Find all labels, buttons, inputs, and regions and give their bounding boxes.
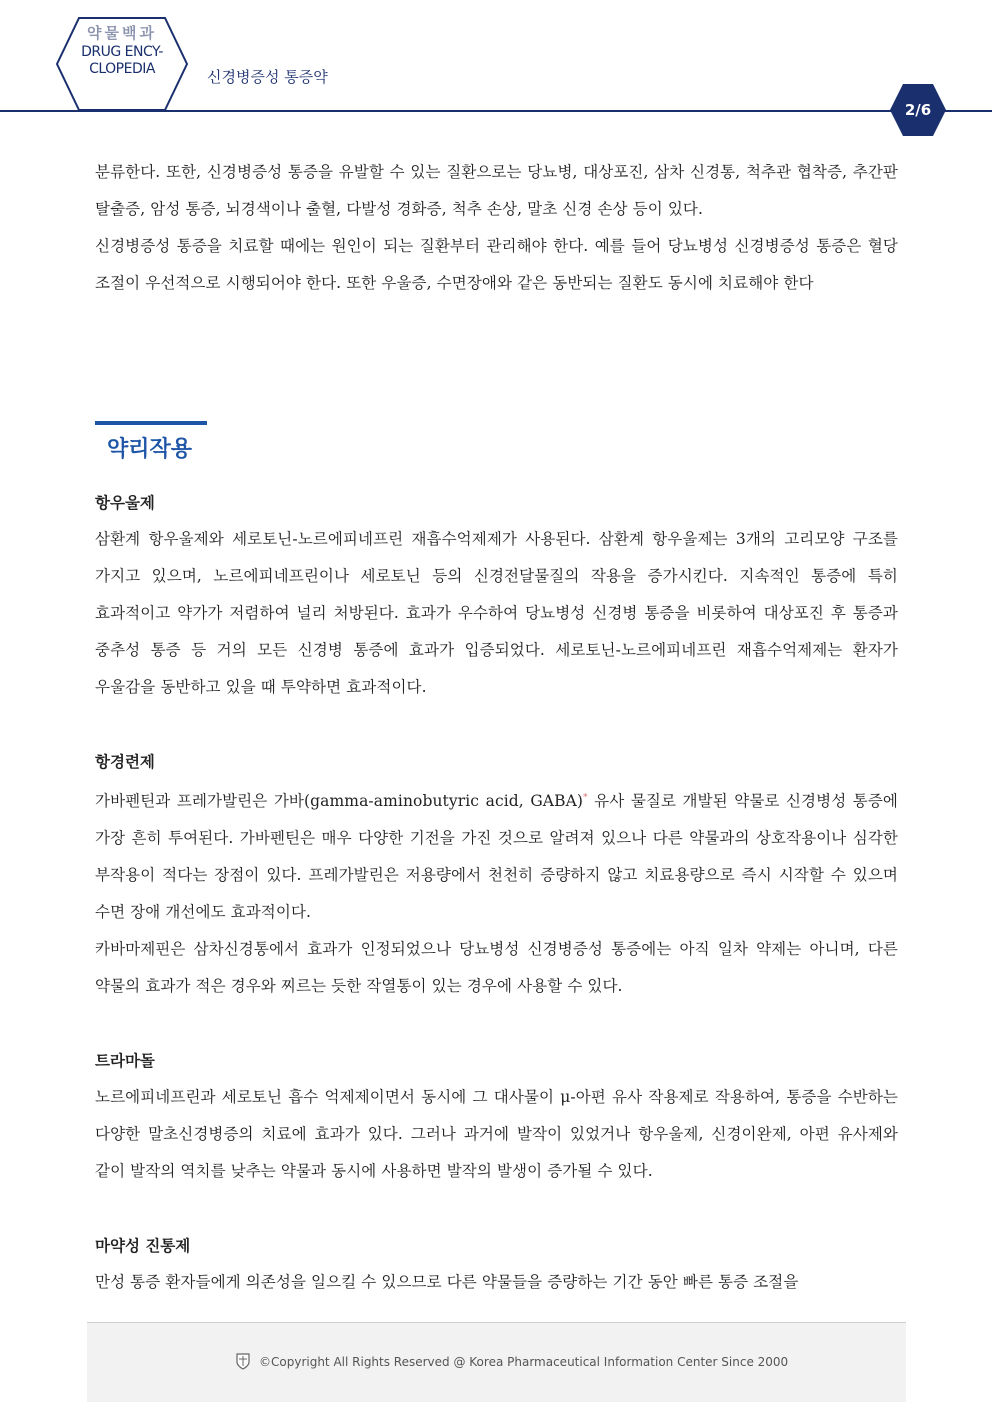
subheading-anticonvulsant: 항경련제 (95, 752, 155, 771)
intro-paragraph-2: 신경병증성 통증을 치료할 때에는 원인이 되는 질환부터 관리해야 한다. 예를 들어 당뇨병성 신경병증성 통증은 혈당 조절이 우선적으로 시행되어야 한다. 또한 우울증, 수면장애와 같은 동반되는 질환도 동시에 치료해야 한다 (95, 237, 898, 292)
narcotic-body: 만성 통증 환자들에게 의존성을 일으킬 수 있으므로 다른 약물들을 증량하는 기간 동안 빠른 통증 조절을 (95, 1273, 799, 1292)
antidepressant-body: 삼환계 항우울제와 세로토닌-노르에피네프린 재흡수억제제가 사용된다. 삼환계 항우울제는 3개의 고리모양 구조를 가지고 있으며, 노르에피네프린이나 세로토닌 등의 신경전달물질의 작용을 증가시킨다. 지속적인 통증에 특히 효과적이고 약가가 저렴하여 널리 처방된다. 효과가 우수하여 당뇨병성 신경병 통증을 비롯하여 대상포진 후 통증과 중추성 통증 등 거의 모든 신경병 통증에 효과가 입증되었다. 세로토닌-노르에피네프린 재흡수억제제는 환자가 우울감을 동반하고 있을 때 투약하면 효과적이다. (95, 530, 898, 696)
section-title: 약리작용 (107, 437, 193, 462)
tramadol-body: 노르에피네프린과 세로토닌 흡수 억제제이면서 동시에 그 대사물이 μ-아편 유사 작용제로 작용하여, 통증을 수반하는 다양한 말초신경병증의 치료에 효과가 있다. 그러나 과거에 발작이 있었거나 항우울제, 신경이완제, 아편 유사제와 같이 발작의 역치를 낮추는 약물과 동시에 사용하면 발작의 발생이 증가될 수 있다. (95, 1088, 899, 1181)
spacer (95, 1190, 898, 1227)
section-accent-bar (95, 421, 207, 425)
subheading-antidepressant: 항우울제 (95, 493, 155, 512)
spacer (95, 1005, 898, 1042)
copyright-text: ©Copyright All Rights Reserved @ Korea Pharmaceutical Information Center Since 2000 (259, 1354, 789, 1369)
footnote-marker[interactable]: * (583, 793, 588, 803)
logo-english-line2: CLOPEDIA (89, 61, 155, 77)
intro-block (95, 154, 898, 302)
anticonvulsant-body (95, 780, 898, 931)
document-title: 신경병증성 통증약 (207, 68, 328, 86)
subheading-tramadol: 트라마돌 (95, 1051, 155, 1071)
logo-english-line1: DRUG ENCY- (81, 44, 163, 60)
anticonvulsant-body-part2: 유사 물질로 개발된 약물로 신경병성 통증에 가장 흔히 투여된다. 가바펜틴은 매우 다양한 기전을 가진 것으로 알려져 있으나 다른 약물과의 상호작용이나 심각한 부작용이 적다는 장점이 있다. 프레가발린은 저용량에서 천천히 증량하지 않고 치료용량으로 즉시 시작할 수 있으며 수면 장애 개선에도 효과적이다. (95, 792, 899, 922)
carbamazepine-body: 카바마제핀은 삼차신경통에서 효과가 인정되었으나 당뇨병성 신경병증성 통증에는 아직 일차 약제는 아니며, 다른 약물의 효과가 적은 경우와 찌르는 듯한 작열통이 있는 경우에 사용할 수 있다. (95, 940, 898, 996)
footer-content (235, 1353, 788, 1370)
shield-emblem-icon (235, 1353, 251, 1370)
spacer (95, 706, 898, 743)
anticonvulsant-body-part1: 가바펜틴과 프레가발린은 가바(gamma-aminobutyric acid, GABA) (95, 792, 584, 811)
pharmacology-block (95, 484, 898, 1301)
logo (58, 22, 186, 78)
subheading-narcotic: 마약성 진통제 (95, 1236, 191, 1256)
logo-korean: 약물백과 (87, 24, 157, 42)
page-indicator: 2/6 (904, 101, 932, 119)
footer (87, 1322, 906, 1402)
intro-paragraph-1: 분류한다. 또한, 신경병증성 통증을 유발할 수 있는 질환으로는 당뇨병, 대상포진, 삼차 신경통, 척추관 협착증, 추간판 탈출증, 암성 통증, 뇌경색이나 출혈, 다발성 경화증, 척추 손상, 말초 신경 손상 등이 있다. (95, 163, 898, 218)
